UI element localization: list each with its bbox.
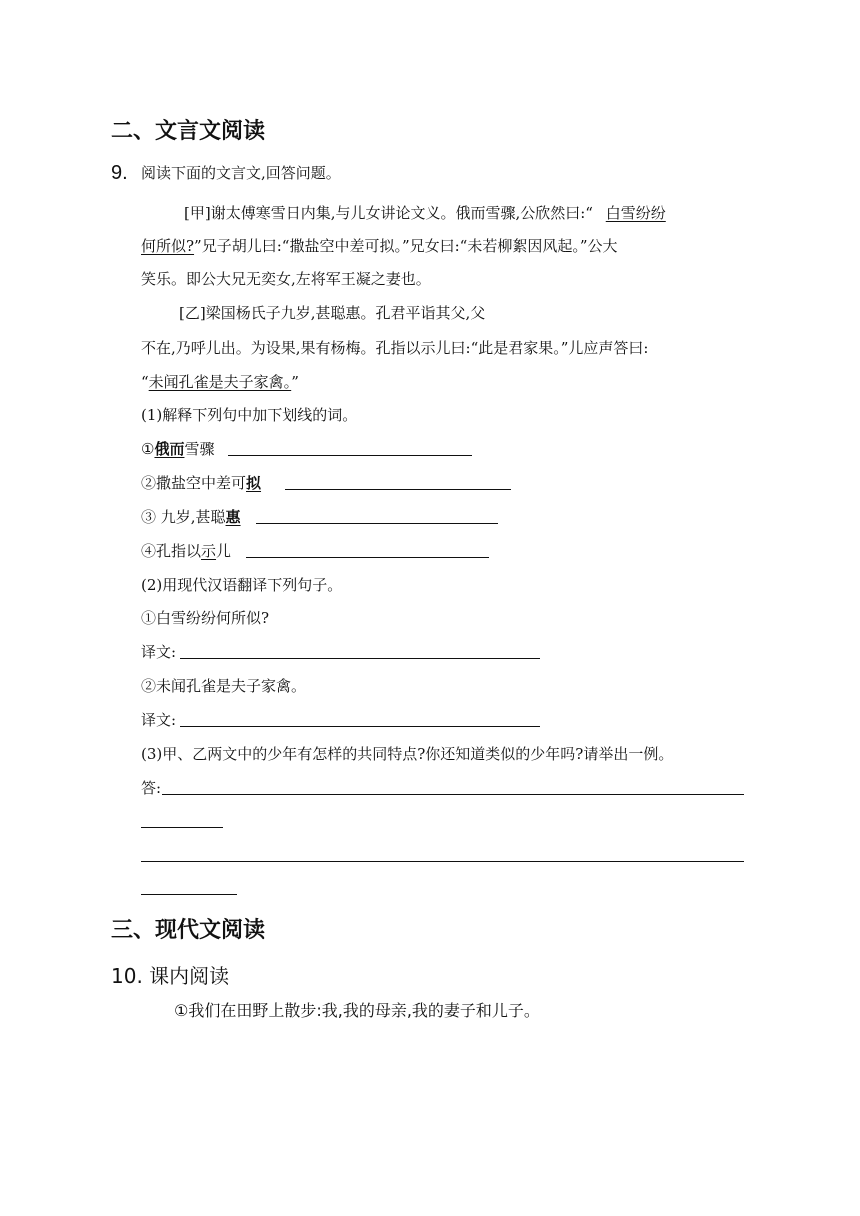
vocab-item-1-prefix: ① xyxy=(141,440,155,458)
vocab-item-1 xyxy=(141,439,214,459)
passage-yi-line2: 不在,乃呼儿出。为设果,果有杨梅。孔指以示儿曰:“此是君家果。”儿应声答曰: xyxy=(141,339,649,357)
subquestion-2-title: (2)用现代汉语翻译下列句子。 xyxy=(141,576,343,594)
vocab-item-3-keyword: 惠 xyxy=(225,508,241,526)
vocab-item-2-prefix: ②撒盐空中差可 xyxy=(141,474,247,492)
passage-jia-line1-text: [甲]谢太傅寒雪日内集,与儿女讲论文义。俄而雪骤,公欣然曰:“ xyxy=(184,204,593,222)
vocab-item-4-keyword: 示 xyxy=(201,542,217,560)
answer-line-translation-1[interactable] xyxy=(180,658,540,659)
passage-yi-line1: [乙]梁国杨氏子九岁,甚聪惠。孔君平诣其父,父 xyxy=(179,304,486,322)
passage-jia-line2 xyxy=(141,236,618,256)
question-number-9: 9. xyxy=(111,162,128,184)
vocab-item-2-keyword: 拟 xyxy=(246,474,262,492)
passage-jia-line3: 笑乐。即公大兄无奕女,左将军王凝之妻也。 xyxy=(141,270,431,288)
answer-line-3d[interactable] xyxy=(141,894,237,895)
passage-yi-line3 xyxy=(141,372,299,392)
answer-line-vocab-1[interactable] xyxy=(228,455,472,456)
subquestion-1-title: (1)解释下列句中加下划线的词。 xyxy=(141,406,358,424)
vocab-item-4-prefix: ④孔指以 xyxy=(141,542,202,560)
answer-line-vocab-4[interactable] xyxy=(246,557,489,558)
answer-line-vocab-3[interactable] xyxy=(256,523,498,524)
quote-close: ” xyxy=(291,373,299,391)
vocab-item-4 xyxy=(141,541,231,561)
answer-line-3b[interactable] xyxy=(141,827,223,828)
vocab-item-3 xyxy=(141,507,241,527)
section-heading-modern: 三、现代文阅读 xyxy=(111,918,266,943)
question-prompt-9: 阅读下面的文言文,回答问题。 xyxy=(141,164,341,182)
vocab-item-4-rest: 儿 xyxy=(216,542,232,560)
vocab-item-1-rest: 雪骤 xyxy=(184,440,215,458)
answer-line-3a[interactable] xyxy=(162,794,744,795)
translate-sentence-2: ②未闻孔雀是夫子家禽。 xyxy=(141,677,307,695)
passage-jia-underlined-2: 何所似? xyxy=(141,237,195,255)
translate-sentence-1: ①白雪纷纷何所似? xyxy=(141,609,270,627)
vocab-item-2 xyxy=(141,473,261,493)
vocab-item-3-prefix: ③ 九岁,甚聪 xyxy=(141,508,226,526)
quote-open: “ xyxy=(141,373,149,391)
answer-line-vocab-2[interactable] xyxy=(285,489,511,490)
subquestion-3-title: (3)甲、乙两文中的少年有怎样的共同特点?你还知道类似的少年吗?请举出一例。 xyxy=(141,745,674,763)
vocab-item-1-keyword: 俄而 xyxy=(154,440,185,458)
section-heading-classical: 二、文言文阅读 xyxy=(111,119,266,144)
translation-label-2: 译文: xyxy=(141,711,177,729)
reading-paragraph-1: ①我们在田野上散步:我,我的母亲,我的妻子和儿子。 xyxy=(174,1001,540,1020)
passage-jia-underlined-1: 白雪纷纷 xyxy=(605,204,666,222)
passage-jia-line1 xyxy=(184,203,666,223)
question-title-10: 10. 课内阅读 xyxy=(111,964,230,988)
answer-line-3c[interactable] xyxy=(141,861,744,862)
answer-line-translation-2[interactable] xyxy=(180,726,540,727)
translation-label-1: 译文: xyxy=(141,643,177,661)
passage-jia-line2-text: ”兄子胡儿曰:“撒盐空中差可拟。”兄女曰:“未若柳絮因风起。”公大 xyxy=(194,237,618,255)
passage-yi-underlined: 未闻孔雀是夫子家禽。 xyxy=(148,373,292,391)
answer-label: 答: xyxy=(141,779,162,797)
